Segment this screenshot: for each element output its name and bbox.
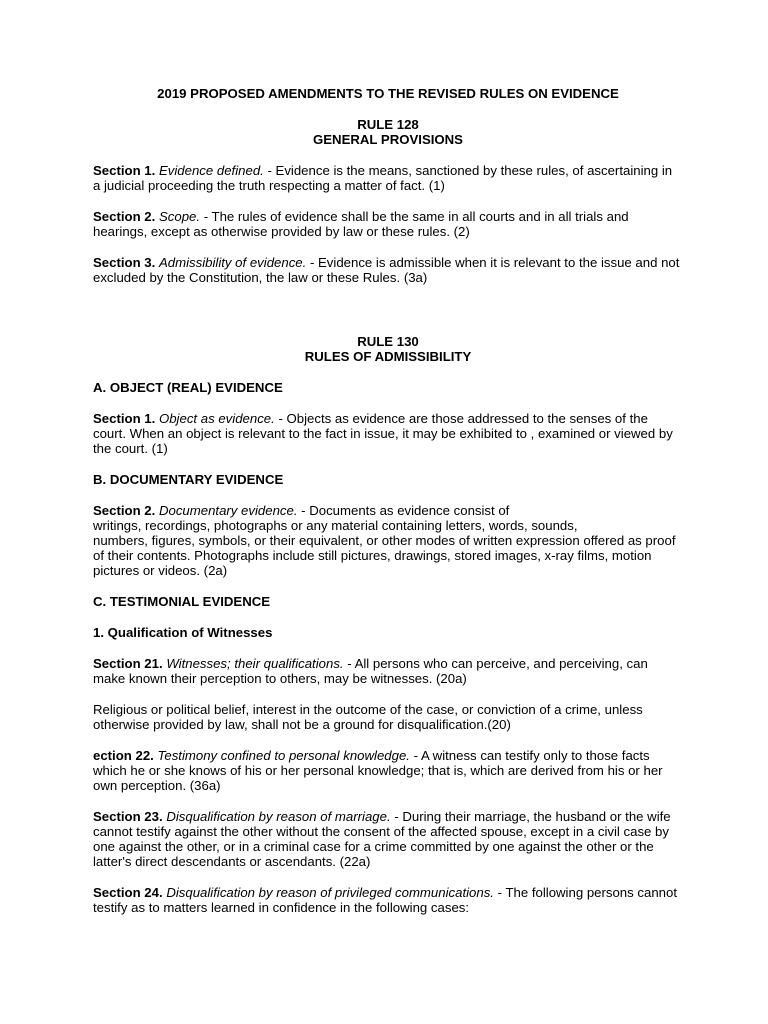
section-label: ection 22.: [93, 748, 154, 763]
section-label: Section 24.: [93, 885, 163, 900]
section-line-2: writings, recordings, photographs or any material containing letters, words, sounds,: [93, 518, 578, 533]
rule-128-section-2: [93, 209, 683, 239]
section-title: Admissibility of evidence.: [158, 255, 307, 270]
testimonial-evidence-heading: C. TESTIMONIAL EVIDENCE: [93, 594, 271, 609]
rule-128-number: RULE 128: [357, 117, 419, 132]
rule-128-section-1: [93, 163, 683, 193]
rule-128-section-3: [93, 255, 683, 285]
section-text: - The rules of evidence shall be the same in all courts and in all trials and hearings, except as otherwise provided by law or these rules. (2): [93, 209, 629, 239]
rule-130-section-2: [93, 503, 683, 578]
section-title: Evidence defined.: [158, 163, 264, 178]
section-title: Testimony confined to personal knowledge.: [157, 748, 410, 763]
rule-130-name: RULES OF ADMISSIBILITY: [304, 349, 472, 364]
section-text: - A witness can testify only to those facts which he or she knows of his or her personal knowledge; that is, which are derived from his or her own perception. (36a): [93, 748, 663, 793]
section-text: - Documents as evidence consist of: [297, 503, 510, 518]
section-label: Section 1.: [93, 163, 156, 178]
rule-130-section-24: [93, 885, 683, 915]
section-label: Section 1.: [93, 411, 156, 426]
section-spacer: [93, 301, 683, 334]
section-text: - During their marriage, the husband or the wife cannot testify against the other without the consent of the affected spouse, except in a civil case by one against the other, or in a criminal case for a crime committed by one against the other or the latter's direct descendants or ascendants. (22a): [93, 809, 671, 869]
object-evidence-heading: A. OBJECT (REAL) EVIDENCE: [93, 380, 283, 395]
section-title: Scope.: [158, 209, 201, 224]
rule-130-section-21: [93, 656, 683, 686]
rule-130-heading: [93, 334, 683, 364]
rule-130-section-1: [93, 411, 683, 456]
section-title: Documentary evidence.: [158, 503, 298, 518]
rule-130-section-23: [93, 809, 683, 869]
qualification-heading: 1. Qualification of Witnesses: [93, 625, 273, 640]
section-line-1: [93, 503, 683, 518]
document-title: 2019 PROPOSED AMENDMENTS TO THE REVISED RULES ON EVIDENCE: [157, 86, 619, 101]
rule-128-name: GENERAL PROVISIONS: [313, 132, 463, 147]
section-title: Witnesses; their qualifications.: [166, 656, 344, 671]
section-text: - Objects as evidence are those addressed to the senses of the court. When an object is relevant to the fact in issue, it may be exhibited to , examined or viewed by the court. (1): [93, 411, 673, 456]
section-text: - The following persons cannot testify as to matters learned in confidence in the following cases:: [93, 885, 677, 915]
rule-130-number: RULE 130: [357, 334, 419, 349]
rule-128-heading: [93, 117, 683, 147]
section-title: Disqualification by reason of privileged communications.: [166, 885, 494, 900]
document-body: [93, 86, 683, 931]
section-label: Section 2.: [93, 209, 156, 224]
section-text: - Evidence is admissible when it is relevant to the issue and not excluded by the Constitution, the law or these Rules. (3a): [93, 255, 680, 285]
documentary-evidence-heading: B. DOCUMENTARY EVIDENCE: [93, 472, 284, 487]
section-text: - All persons who can perceive, and perceiving, can make known their perception to others, may be witnesses. (20a): [93, 656, 648, 686]
section-label: Section 3.: [93, 255, 156, 270]
section-text: - Evidence is the means, sanctioned by these rules, of ascertaining in a judicial proceeding the truth respecting a matter of fact. (1): [93, 163, 673, 193]
section-label: Section 21.: [93, 656, 163, 671]
rule-130-section-22: [93, 748, 683, 793]
rule-130-section-21-paragraph-2: Religious or political belief, interest in the outcome of the case, or conviction of a crime, unless otherwise provided by law, shall not be a ground for disqualification.(20): [93, 702, 643, 732]
section-line-3: numbers, figures, symbols, or their equivalent, or other modes of written expression offered as proof of their contents. Photographs include still pictures, drawings, stored images, x-ray films, motion pictures or videos. (2a): [93, 533, 676, 578]
section-label: Section 2.: [93, 503, 156, 518]
section-title: Object as evidence.: [158, 411, 275, 426]
section-title: Disqualification by reason of marriage.: [166, 809, 391, 824]
section-label: Section 23.: [93, 809, 163, 824]
